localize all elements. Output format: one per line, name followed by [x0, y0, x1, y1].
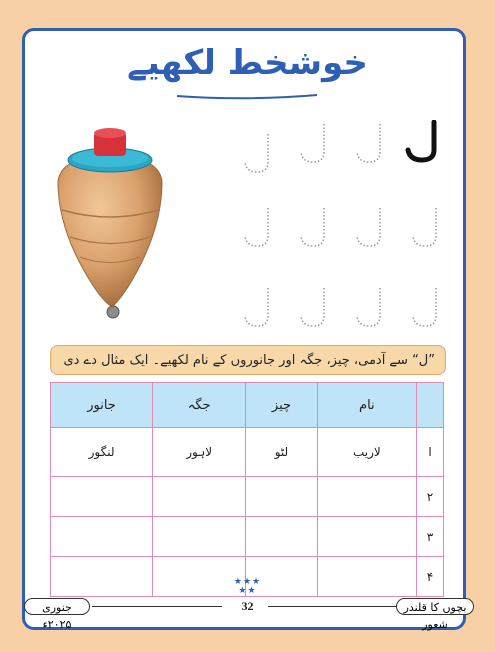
stars-row-2: ★★ — [238, 586, 257, 596]
letter-trace[interactable] — [354, 206, 386, 254]
table-header-row — [51, 383, 444, 428]
stars-row-1: ★★★ — [233, 577, 262, 587]
header-animal: جانور — [51, 383, 153, 428]
footer-date: جنوری ۲۰۲۵ء — [24, 598, 90, 615]
page-number: 32 — [241, 599, 254, 613]
cell-name[interactable] — [317, 517, 416, 557]
row-index: ا — [417, 428, 444, 477]
letter-trace[interactable] — [298, 206, 330, 254]
letter-tracing-grid — [224, 120, 444, 340]
letter-example — [404, 120, 440, 168]
footer-magazine-name: بچوں کا قلندر شعور — [396, 598, 474, 615]
instruction-text: ”ل“ سے آدمی، چیز، جگہ اور جانوروں کے نام لکھیے۔ ایک مثال دے دی — [50, 345, 446, 375]
letter-trace[interactable] — [298, 122, 330, 170]
cell-thing[interactable] — [246, 477, 317, 517]
title-underline — [172, 92, 322, 100]
table-row — [51, 477, 444, 517]
letter-trace[interactable] — [410, 286, 442, 334]
spinning-top-image — [50, 122, 170, 332]
decorative-stars — [0, 578, 495, 596]
letter-trace[interactable] — [354, 122, 386, 170]
letter-trace[interactable] — [242, 132, 274, 180]
cell-thing[interactable] — [246, 517, 317, 557]
table-row — [51, 428, 444, 477]
cell-place[interactable] — [153, 517, 246, 557]
letter-trace[interactable] — [298, 286, 330, 334]
cell-place[interactable] — [153, 477, 246, 517]
letter-trace[interactable] — [354, 286, 386, 334]
cell-name: لاریب — [317, 428, 416, 477]
cell-animal[interactable] — [51, 517, 153, 557]
row-index: ۳ — [417, 517, 444, 557]
cell-animal: لنگور — [51, 428, 153, 477]
header-name: نام — [317, 383, 416, 428]
letter-trace[interactable] — [242, 286, 274, 334]
cell-place: لاہور — [153, 428, 246, 477]
table-row — [51, 517, 444, 557]
cell-thing: لٹو — [246, 428, 317, 477]
page-title: خوشخط لکھیے — [127, 43, 368, 83]
cell-animal[interactable] — [51, 477, 153, 517]
letter-trace[interactable] — [242, 206, 274, 254]
header-index — [417, 383, 444, 428]
cell-name[interactable] — [317, 477, 416, 517]
header-place: جگہ — [153, 383, 246, 428]
header-thing: چیز — [246, 383, 317, 428]
word-table — [50, 382, 444, 597]
row-index: ۴ — [417, 557, 444, 597]
letter-trace[interactable] — [410, 206, 442, 254]
row-index: ۲ — [417, 477, 444, 517]
